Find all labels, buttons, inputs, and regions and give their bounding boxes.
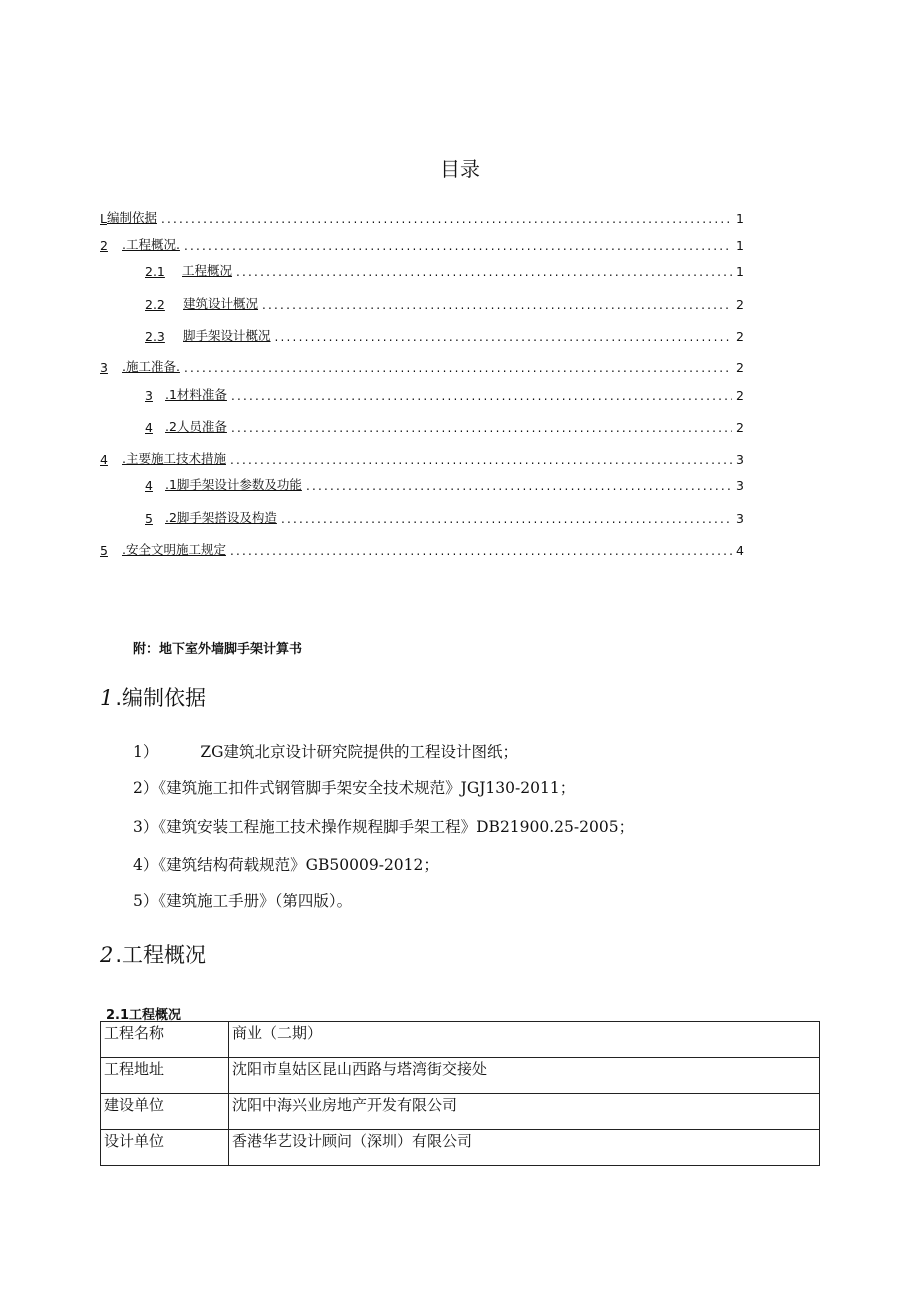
toc-entry-label: .工程概况. [122,237,180,252]
toc-entry-label: .主要施工技术措施 [122,451,226,466]
toc-entry-page: 3 [736,478,744,493]
toc-leader [184,239,732,253]
toc-entry[interactable] [145,475,744,493]
reference-index: 3） [133,818,159,836]
toc-leader [231,421,732,435]
reference-index: 1） [133,743,159,761]
toc-entry-page: 2 [736,329,744,344]
toc-entry-number: 5 [145,511,153,526]
toc-entry-label: 工程概况 [182,263,233,278]
toc-entry-number: 4 [145,478,153,493]
table-key: 工程地址 [101,1058,229,1094]
toc-entry-label: .1脚手架设计参数及功能 [165,477,302,492]
table-row [101,1058,820,1094]
section-title: .工程概况 [115,943,207,967]
table-value: 商业（二期） [229,1022,820,1058]
toc-entry-page: 4 [736,543,744,558]
toc-entry-page: 2 [736,388,744,403]
reference-index: 2） [133,779,159,797]
toc-entry-page: 2 [736,297,744,312]
toc-entry-page: 1 [736,264,744,279]
toc-entry-number: 2.2 [145,297,165,312]
toc-entry-number: 4 [145,420,153,435]
toc-leader [281,512,732,526]
reference-text: 《建筑施工手册》（第四版）。 [158,892,353,910]
toc-title: 目录 [440,157,480,181]
toc-entry-number: 5 [100,543,108,558]
toc-entry-number: 3 [100,360,108,375]
toc-entry[interactable] [100,208,744,226]
toc-entry[interactable] [145,508,744,526]
table-value: 香港华艺设计顾问（深圳）有限公司 [229,1130,820,1166]
toc-entry-label: .施工准备. [122,359,180,374]
reference-text: 《建筑施工扣件式钢管脚手架安全技术规范》JGJ130-2011； [158,779,576,797]
toc-leader [230,453,732,467]
reference-index: 5） [133,892,159,910]
toc-leader [236,265,732,279]
toc-entry[interactable] [100,449,744,467]
toc-entry-page: 2 [736,420,744,435]
table-value: 沈阳中海兴业房地产开发有限公司 [229,1094,820,1130]
toc-entry-number: 3 [145,388,153,403]
subsection-title: 2.1工程概况 [106,1008,182,1023]
section-number: 2 [100,943,114,967]
project-info-table [100,1021,820,1166]
table-key: 建设单位 [101,1094,229,1130]
toc-entry-page: 1 [736,238,744,253]
reference-item [133,889,352,911]
toc-entry[interactable] [100,540,744,558]
toc-leader [231,389,732,403]
toc-leader [306,479,732,493]
section-heading [100,682,206,712]
toc-entry-number: 2.3 [145,329,165,344]
table-key: 设计单位 [101,1130,229,1166]
toc-entry[interactable] [100,235,744,253]
toc-entry[interactable] [100,357,744,375]
toc-entry[interactable] [145,326,744,344]
table-value: 沈阳市皇姑区昆山西路与塔湾街交接处 [229,1058,820,1094]
toc-leader [161,212,732,226]
toc-entry[interactable] [145,385,744,403]
toc-entry-number: L [100,211,107,226]
section-title: .编制依据 [115,686,207,710]
reference-item [133,776,575,798]
reference-item [133,815,634,837]
reference-text: 《建筑安装工程施工技术操作规程脚手架工程》DB21900.25-2005； [158,818,635,836]
appendix-note: 附：地下室外墙脚手架计算书 [133,642,303,657]
toc-entry-label: .1材料准备 [165,387,227,402]
reference-text: 《建筑结构荷载规范》GB50009-2012； [158,856,439,874]
toc-entry-label: 脚手架设计概况 [183,328,271,343]
toc-entry-page: 3 [736,511,744,526]
toc-entry-number: 2.1 [145,264,165,279]
toc-entry-label: 编制依据 [106,210,157,225]
toc-entry-page: 2 [736,360,744,375]
toc-entry-number: 2 [100,238,108,253]
reference-index: 4） [133,856,159,874]
toc-entry-page: 1 [736,211,744,226]
toc-entry[interactable] [145,261,744,279]
section-number: 1 [100,686,114,710]
toc-leader [230,544,732,558]
toc-leader [275,330,732,344]
toc-entry-label: .2脚手架搭设及构造 [165,510,277,525]
toc-entry[interactable] [145,417,744,435]
reference-item [133,740,518,762]
table-row [101,1022,820,1058]
table-row [101,1130,820,1166]
toc-entry-label: 建筑设计概况 [183,296,259,311]
table-key: 工程名称 [101,1022,229,1058]
toc-entry-label: .2人员准备 [165,419,227,434]
section-heading [100,939,206,969]
toc-leader [184,361,732,375]
reference-item [133,853,439,875]
toc-entry[interactable] [145,294,744,312]
table-row [101,1094,820,1130]
reference-text: ZG建筑北京设计研究院提供的工程设计图纸； [200,743,519,761]
toc-entry-number: 4 [100,452,108,467]
toc-entry-label: .安全文明施工规定 [122,542,226,557]
toc-entry-page: 3 [736,452,744,467]
toc-leader [262,298,732,312]
